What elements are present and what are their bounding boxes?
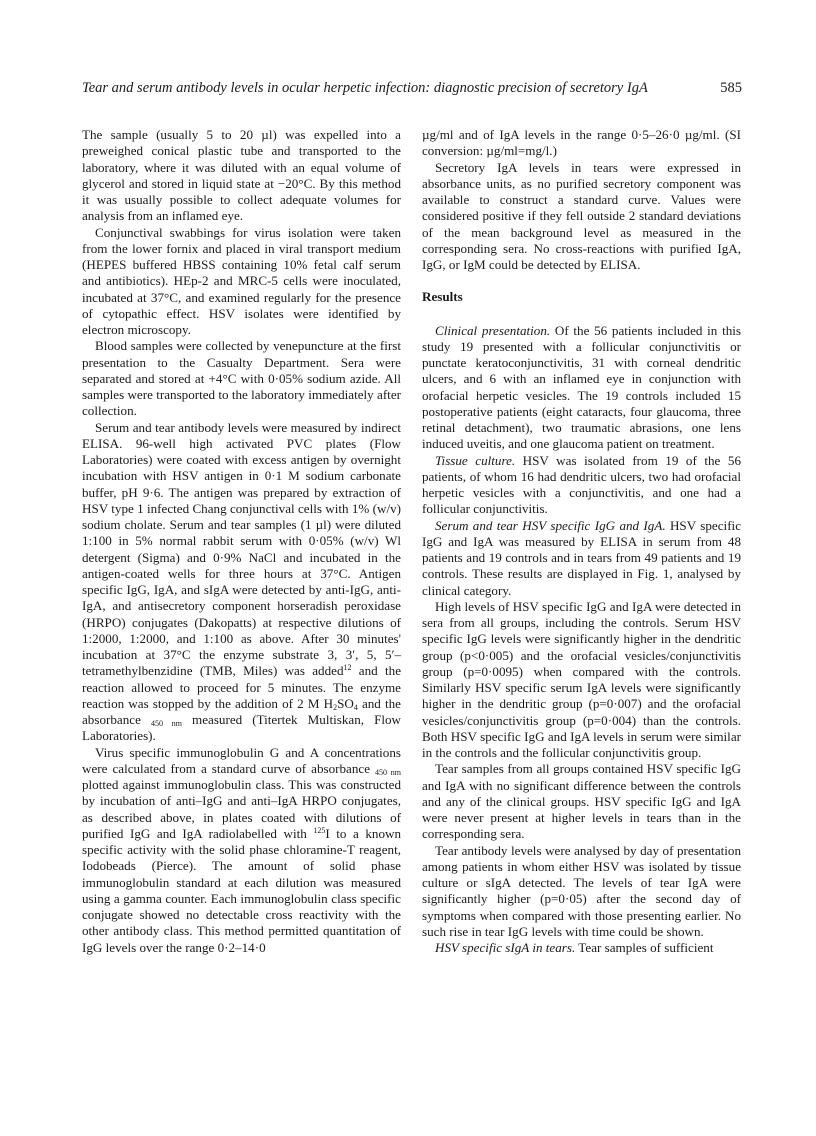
text-run: Conjunctival swabbings for virus isolation were taken from the lower fornix and placed in viral transport medium (HEPES buffered HBSS containing 10% fetal calf serum and antibiotics). HEp-2 and MRC-5 cells were inoculated, incubated at 37°C, and examined regularly for the presence of cytopathic effect. HSV isolates were identified by electron microscopy. <box>82 224 401 337</box>
text-run: Virus specific immunoglobulin G and A concentrations were calculated from a standard curve of absorbance <box>82 744 401 776</box>
text-sup: 12 <box>343 663 352 673</box>
paragraph <box>82 745 401 956</box>
text-run: and the reaction allowed to proceed for 5 minutes. The enzyme reaction was stopped by the addition of 2 M H <box>82 663 402 711</box>
paragraph-run-in-heading: Tissue culture. <box>435 452 516 468</box>
text-run: plotted against immunoglobulin class. This was constructed by incubation of anti–IgG and anti–IgA HRPO conjugates, as described above, in plates coated with dilutions of purified IgG and IgA radiolabelled with <box>82 777 401 841</box>
text-sub: 450 nm <box>150 719 182 728</box>
text-run: Tear samples from all groups contained HSV specific IgG and IgA with no significant difference between the controls and any of the clinical groups. HSV specific IgG and IgA were never present at higher levels in tears than in the corresponding sera. <box>422 761 741 842</box>
section-heading: Results <box>422 289 463 305</box>
text-run: Serum and tear antibody levels were measured by indirect ELISA. 96-well high activated PVC plates (Flow Laboratories) were coated with excess antigen by overnight incubation with HSV antigen in 0·1 M sodium carbonate buffer, pH 9·6. The antigen was prepared by extraction of HSV type 1 infected Chang conjunctival cells with 1% (w/v) sodium cholate. Serum and tear samples (1 µl) were diluted 1:100 in 5% normal rabbit serum with 0·05% (w/v) Wl detergent (Sigma) and 0·9% NaCl and incubated in the antigen-coated wells for three hours at 37°C. Antigen specific IgG, IgA, and sIgA were detected by anti-IgG, anti-IgA, and antisecretory component horseradish peroxidase (HRPO) conjugates (Dakopatts) at respective dilutions of 1:2000, 1:2000, and 1:100 as above. After 30 minutes' incubation at 37°C the enzyme substrate 3, 3′, 5, 5′–tetramethylbenzidine (TMB, Miles) was added <box>82 419 401 679</box>
paragraph <box>82 420 401 745</box>
paragraph <box>422 940 741 956</box>
paragraph <box>422 127 741 160</box>
paragraph <box>422 599 741 762</box>
text-run: Secretory IgA levels in tears were expressed in absorbance units, as no purified secretory component was available to construct a standard curve. Values were considered positive if they fell outside 2 standard deviations of the mean background level as measured in the corresponding sera. No cross-reactions with purified IgA, IgG, or IgM could be detected by ELISA. <box>422 159 741 272</box>
paragraph-run-in-heading: Serum and tear HSV specific IgG and IgA. <box>435 517 666 533</box>
text-run: High levels of HSV specific IgG and IgA were detected in sera from all groups, including the controls. Serum HSV specific IgG levels were significantly higher in the dendritic group (p<0·005) and the orofacial vesicles/conjunctivitis group (p=0·0095) when compared with the controls. Similarly HSV specific serum IgA levels were significantly higher in the dendritic group (p=0·007) and the orofacial vesicles/conjunctivitis group (p=0·004) than the controls. Both HSV specific IgG and IgA levels in serum were similar in the controls and the follicular conjunctivitis group. <box>422 598 741 760</box>
paragraph <box>422 160 741 274</box>
paragraph-run-in-heading: Clinical presentation. <box>435 322 551 338</box>
paragraph <box>422 518 741 599</box>
paragraph <box>82 338 401 419</box>
text-run: and the absorbance <box>82 695 401 727</box>
left-column <box>82 127 401 956</box>
text-sub: 450 nm <box>375 767 401 777</box>
page-number: 585 <box>720 80 742 96</box>
text-sup: 125 <box>313 825 326 835</box>
text-sub: 4 <box>353 702 358 712</box>
running-title: Tear and serum antibody levels in ocular herpetic infection: diagnostic precision of secretory IgA <box>82 80 648 96</box>
paragraph <box>82 225 401 339</box>
paragraph <box>422 323 741 453</box>
paragraph <box>422 453 741 518</box>
text-run: µg/ml and of IgA levels in the range 0·5–26·0 µg/ml. (SI conversion: µg/ml=mg/l.) <box>422 127 741 159</box>
text-run: The sample (usually 5 to 20 µl) was expelled into a preweighed conical plastic tube and transported to the laboratory, where it was diluted with an equal volume of glycerol and stored in liquid state at −20°C. By this method it was usually possible to collect adequate volumes for analysis from an inflamed eye. <box>82 127 401 224</box>
text-run: Tear samples of sufficient <box>575 940 714 955</box>
paragraph <box>82 127 401 225</box>
text-run: HSV specific IgG and IgA was measured by ELISA in serum from 48 patients and 19 controls and in tears from 49 patients and 19 controls. These results are displayed in Fig. 1, analysed by clinical category. <box>422 517 742 598</box>
running-header <box>82 80 742 102</box>
paragraph-run-in-heading: HSV specific sIgA in tears. <box>435 940 576 955</box>
paragraph <box>422 761 741 842</box>
paragraph <box>422 843 741 941</box>
text-run: Of the 56 patients included in this study 19 presented with a follicular conjunctivitis or punctate keratoconjunctivitis, 31 with corneal dendritic ulcers, and 6 with an inflamed eye in conjunction with orofacial herpetic vesicles. The 19 controls included 15 postoperative patients (eight cataracts, four glaucoma, three retinal detachment), two traumatic abrasions, one lens induced uveitis, and one glaucoma patient on treatment. <box>422 322 741 452</box>
text-run: Tear antibody levels were analysed by day of presentation among patients in whom either HSV was isolated by tissue culture or sIgA detected. The levels of tear IgA were significantly higher (p=0·05) after the second day of symptoms when compared with those presenting earlier. No such rise in tear IgG levels with time could be shown. <box>422 842 741 939</box>
text-sub: 2 <box>333 702 338 712</box>
right-column <box>422 127 741 956</box>
text-run: Blood samples were collected by venepuncture at the first presentation to the Casualty Department. Sera were separated and stored at +4°C with 0·05% sodium azide. All samples were transported to the laboratory immediately after collection. <box>82 338 401 419</box>
text-run: HSV was isolated from 19 of the 56 patients, of whom 16 had dendritic ulcers, two had orofacial herpetic vesicles with a conjunctivitis, and one had a follicular conjunctivitis. <box>422 452 741 517</box>
text-run: SO <box>337 695 354 711</box>
text-run: measured (Titertek Multiskan, Flow Laboratories). <box>82 712 401 744</box>
text-run: I to a known specific activity with the solid phase chloramine-T reagent, Iodobeads (Pierce). The amount of solid phase immunoglobulin standard at each dilution was measured using a gamma counter. Each immunoglobulin class specific conjugate showed no detectable cross reactivity with the other antibody class. This method permitted quantitation of IgG levels over the range 0·2–14·0 <box>82 825 401 955</box>
